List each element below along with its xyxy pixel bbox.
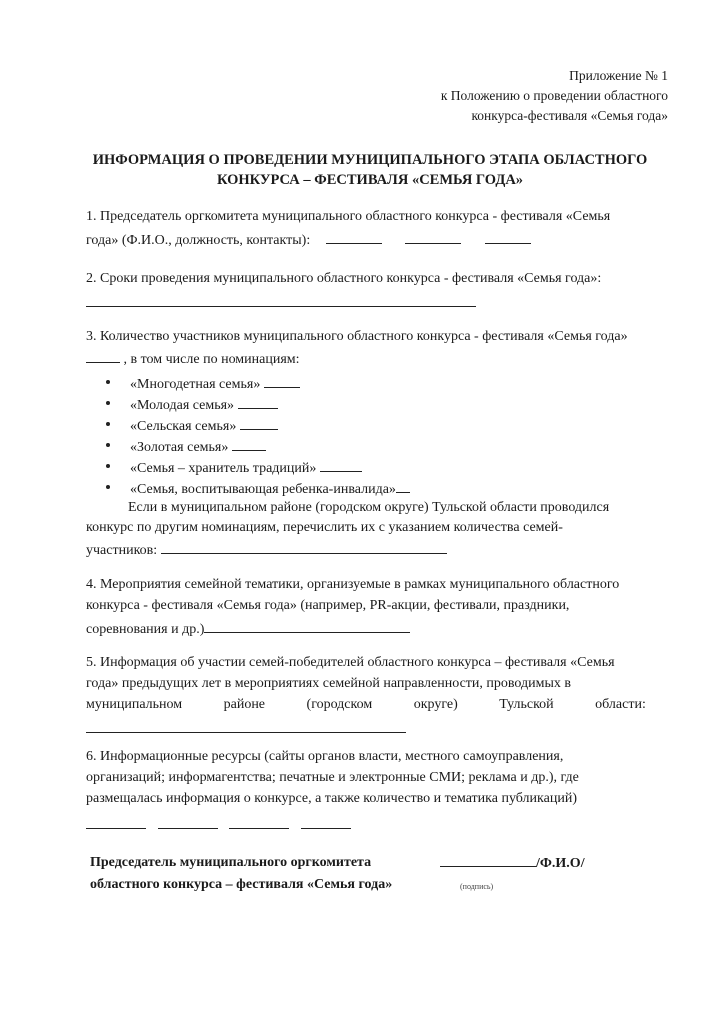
section-3-para-line-1: Если в муниципальном районе (городском округе) Тульской области проводился [128, 500, 610, 515]
signature-block [90, 852, 650, 896]
nomination-item: «Семья – хранитель традиций» [86, 457, 682, 478]
section-1-line-1: 1. Председатель оргкомитета муниципального областного конкурса - фестиваля «Семья [86, 209, 611, 224]
appendix-line-3: конкурса-фестиваля «Семья года» [471, 108, 668, 123]
signature-line-2: областного конкурса – фестиваля «Семья года» [90, 877, 393, 892]
section-1 [86, 208, 682, 250]
nomination-item: «Золотая семья» [86, 436, 682, 457]
section-3-para-line-3: участников: [86, 543, 158, 558]
appendix-header [368, 66, 668, 126]
section-6-line-2: организаций; информагентства; печатные и электронные СМИ; реклама и др.), где [86, 770, 579, 785]
section-6-line-1: 6. Информационные ресурсы (сайты органов власти, местного самоуправления, [86, 749, 564, 764]
nomination-count-blank[interactable] [320, 457, 362, 472]
document-title [70, 150, 670, 190]
signature-fio: /Ф.И.О/ [536, 856, 585, 871]
title-line-2: КОНКУРСА – ФЕСТИВАЛЯ «СЕМЬЯ ГОДА» [216, 172, 524, 188]
section-6 [86, 748, 682, 835]
nominations-list [86, 373, 682, 499]
other-nominations-blank[interactable] [161, 539, 447, 554]
info-resources-blank[interactable] [301, 814, 351, 829]
contest-dates-blank[interactable] [86, 292, 476, 307]
section-3-line-2: , в том числе по номинациям: [123, 352, 300, 367]
section-3-line-1: 3. Количество участников муниципального областного конкурса - фестиваля «Семья года» [86, 329, 628, 344]
section-5 [86, 654, 682, 739]
section-5-line-1: 5. Информация об участии семей-победителей областного конкурса – фестиваля «Семья [86, 655, 615, 670]
info-resources-blank[interactable] [158, 814, 218, 829]
signature-line-1: Председатель муниципального оргкомитета [90, 855, 372, 870]
nomination-item: «Семья, воспитывающая ребенка-инвалида» [86, 478, 682, 499]
nomination-count-blank[interactable] [238, 394, 278, 409]
section-6-line-3: размещалась информация о конкурсе, а также количество и тематика публикаций) [86, 791, 577, 806]
nomination-item: «Многодетная семья» [86, 373, 682, 394]
section-3 [86, 328, 682, 560]
section-4-line-1: 4. Мероприятия семейной тематики, организуемые в рамках муниципального областного [86, 577, 620, 592]
nomination-item: «Сельская семья» [86, 415, 682, 436]
nomination-count-blank[interactable] [240, 415, 278, 430]
chairman-contacts-blank[interactable] [485, 229, 531, 244]
chairman-position-blank[interactable] [405, 229, 461, 244]
section-2 [86, 270, 682, 313]
winners-participation-blank[interactable] [86, 718, 406, 733]
appendix-line-1: Приложение № 1 [569, 68, 668, 83]
nomination-item: «Молодая семья» [86, 394, 682, 415]
nomination-count-blank[interactable] [396, 478, 410, 493]
section-3-para-line-2: конкурс по другим номинациям, перечислить их с указанием количества семей- [86, 520, 563, 535]
events-blank[interactable] [204, 618, 410, 633]
info-resources-blank[interactable] [229, 814, 289, 829]
signature-blank[interactable] [440, 852, 536, 867]
participants-count-blank[interactable] [86, 348, 120, 363]
section-5-line-3: муниципальном районе (городском округе) Тульской области: [86, 697, 646, 712]
title-line-1: ИНФОРМАЦИЯ О ПРОВЕДЕНИИ МУНИЦИПАЛЬНОГО ЭТАПА ОБЛАСТНОГО [92, 152, 648, 168]
section-4-line-2: конкурса - фестиваля «Семья года» (например, PR-акции, фестивали, праздники, [86, 598, 570, 613]
nomination-count-blank[interactable] [232, 436, 266, 451]
section-5-line-2: года» предыдущих лет в мероприятиях семейной направленности, проводимых в [86, 676, 572, 691]
chairman-name-blank[interactable] [326, 229, 382, 244]
section-4 [86, 576, 682, 639]
nomination-count-blank[interactable] [264, 373, 300, 388]
signature-caption: (подпись) [460, 882, 494, 891]
section-2-line-1: 2. Сроки проведения муниципального областного конкурса - фестиваля «Семья года»: [86, 271, 602, 286]
info-resources-blank[interactable] [86, 814, 146, 829]
appendix-line-2: к Положению о проведении областного [440, 88, 668, 103]
section-4-line-3: соревнования и др.) [86, 622, 205, 637]
section-1-line-2: года» (Ф.И.О., должность, контакты): [86, 233, 311, 248]
